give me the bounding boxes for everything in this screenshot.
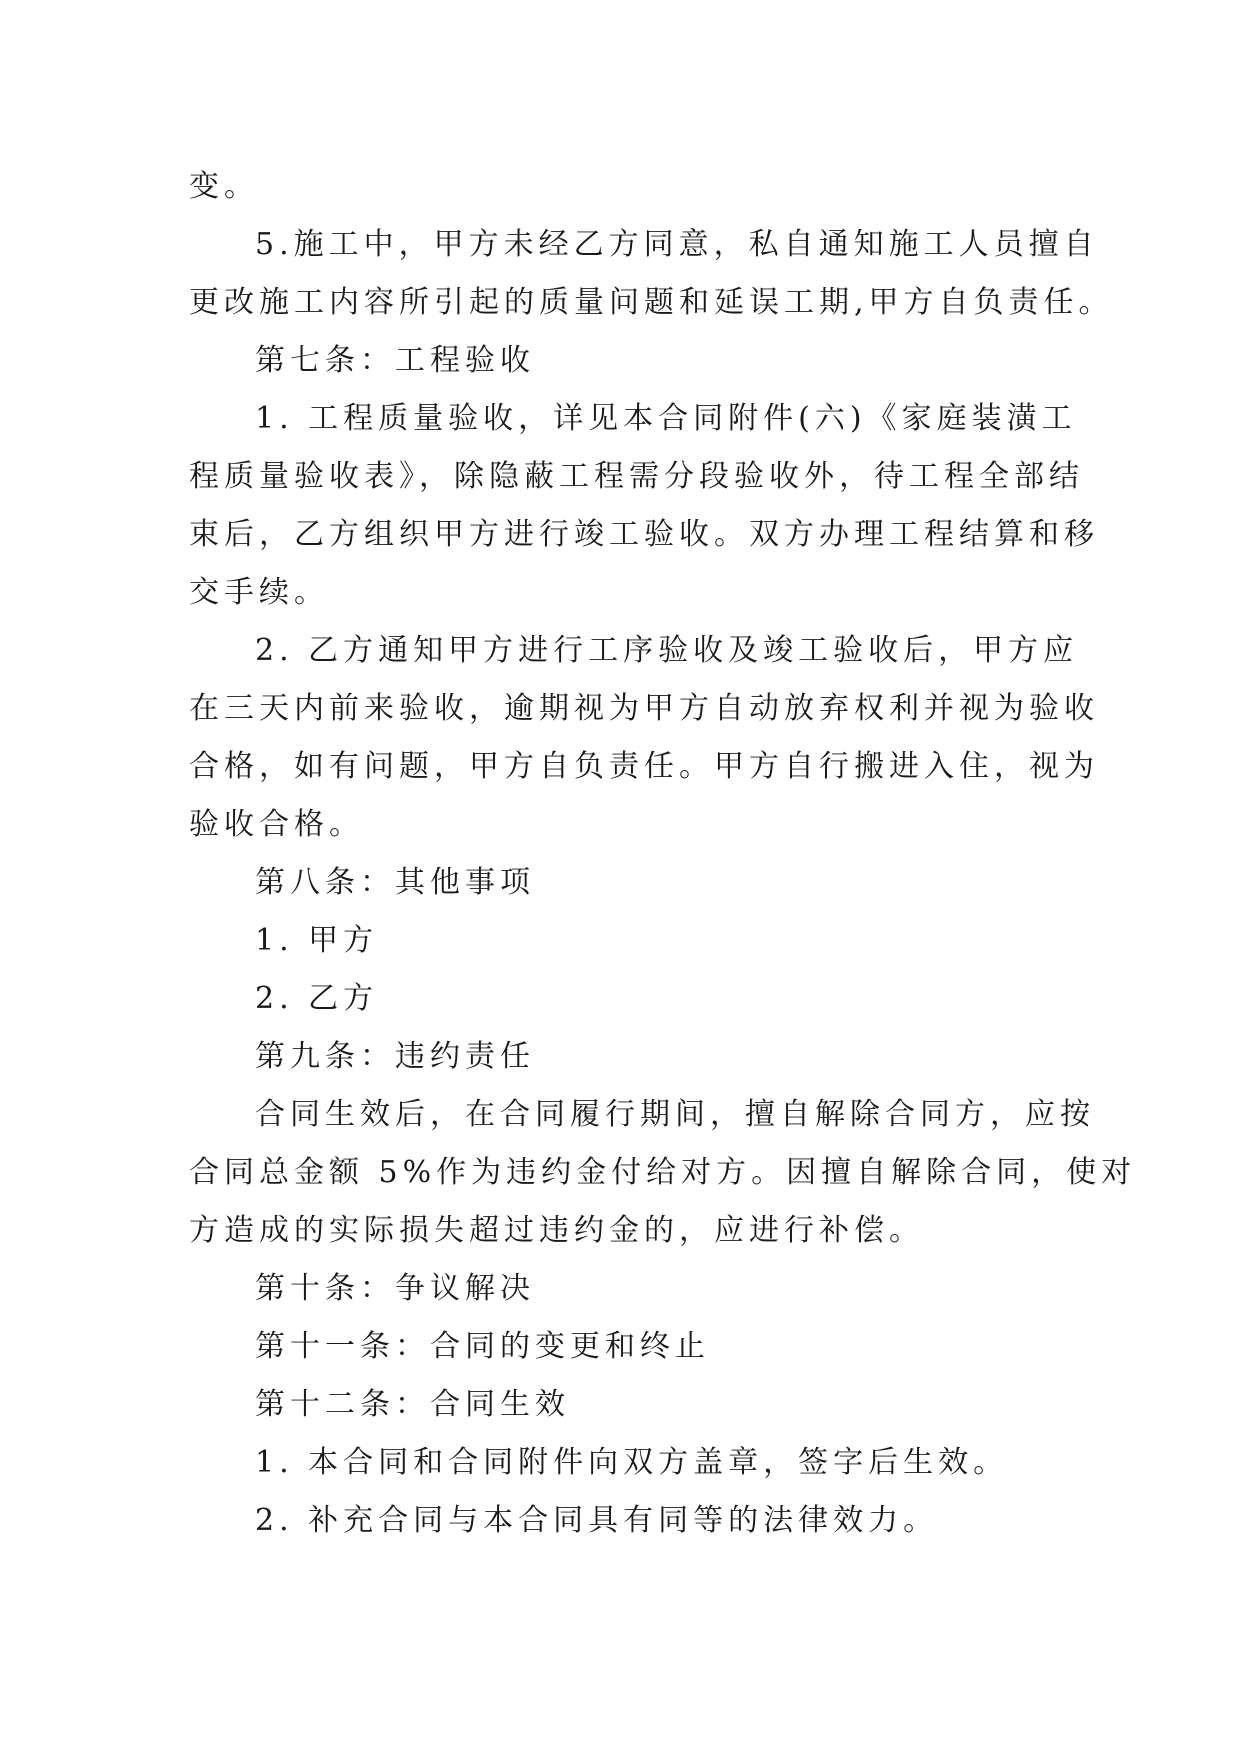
section-heading: 第十条：争议解决 <box>255 1271 535 1306</box>
text-line: 5.施工中，甲方未经乙方同意，私自通知施工人员擅自 <box>255 227 1099 262</box>
text-line: 验收合格。 <box>189 807 364 842</box>
text-line: 2. 乙方通知甲方进行工序验收及竣工验收后，甲方应 <box>255 633 1079 668</box>
section-heading: 第十二条：合同生效 <box>255 1387 570 1422</box>
section-heading: 第九条：违约责任 <box>255 1039 535 1074</box>
text-line: 1. 甲方 <box>255 923 379 958</box>
text-line: 合格，如有问题，甲方自负责任。甲方自行搬进入住，视为 <box>189 749 1099 784</box>
text-line: 1. 工程质量验收，详见本合同附件(六)《家庭装潢工 <box>255 401 1077 436</box>
text-line: 变。 <box>189 169 259 204</box>
text-line: 2. 乙方 <box>255 981 379 1016</box>
text-line: 交手续。 <box>189 575 329 610</box>
document-body <box>189 158 1137 1550</box>
text-line: 方造成的实际损失超过违约金的，应进行补偿。 <box>189 1213 924 1248</box>
text-line: 束后，乙方组织甲方进行竣工验收。双方办理工程结算和移 <box>189 517 1099 552</box>
text-line: 合同生效后，在合同履行期间，擅自解除合同方，应按 <box>255 1097 1095 1132</box>
text-line: 更改施工内容所引起的质量问题和延误工期,甲方自负责任。 <box>189 285 1114 320</box>
text-line: 1. 本合同和合同附件向双方盖章，签字后生效。 <box>255 1445 1009 1480</box>
section-heading: 第八条：其他事项 <box>255 865 535 900</box>
text-line: 在三天内前来验收，逾期视为甲方自动放弃权利并视为验收 <box>189 691 1099 726</box>
section-heading: 第十一条：合同的变更和终止 <box>255 1329 710 1364</box>
text-line: 2. 补充合同与本合同具有同等的法律效力。 <box>255 1503 939 1538</box>
text-line: 程质量验收表》，除隐蔽工程需分段验收外，待工程全部结 <box>189 459 1084 494</box>
text-line: 合同总金额 5%作为违约金付给对方。因擅自解除合同，使对 <box>189 1155 1137 1190</box>
section-heading: 第七条：工程验收 <box>255 343 535 378</box>
